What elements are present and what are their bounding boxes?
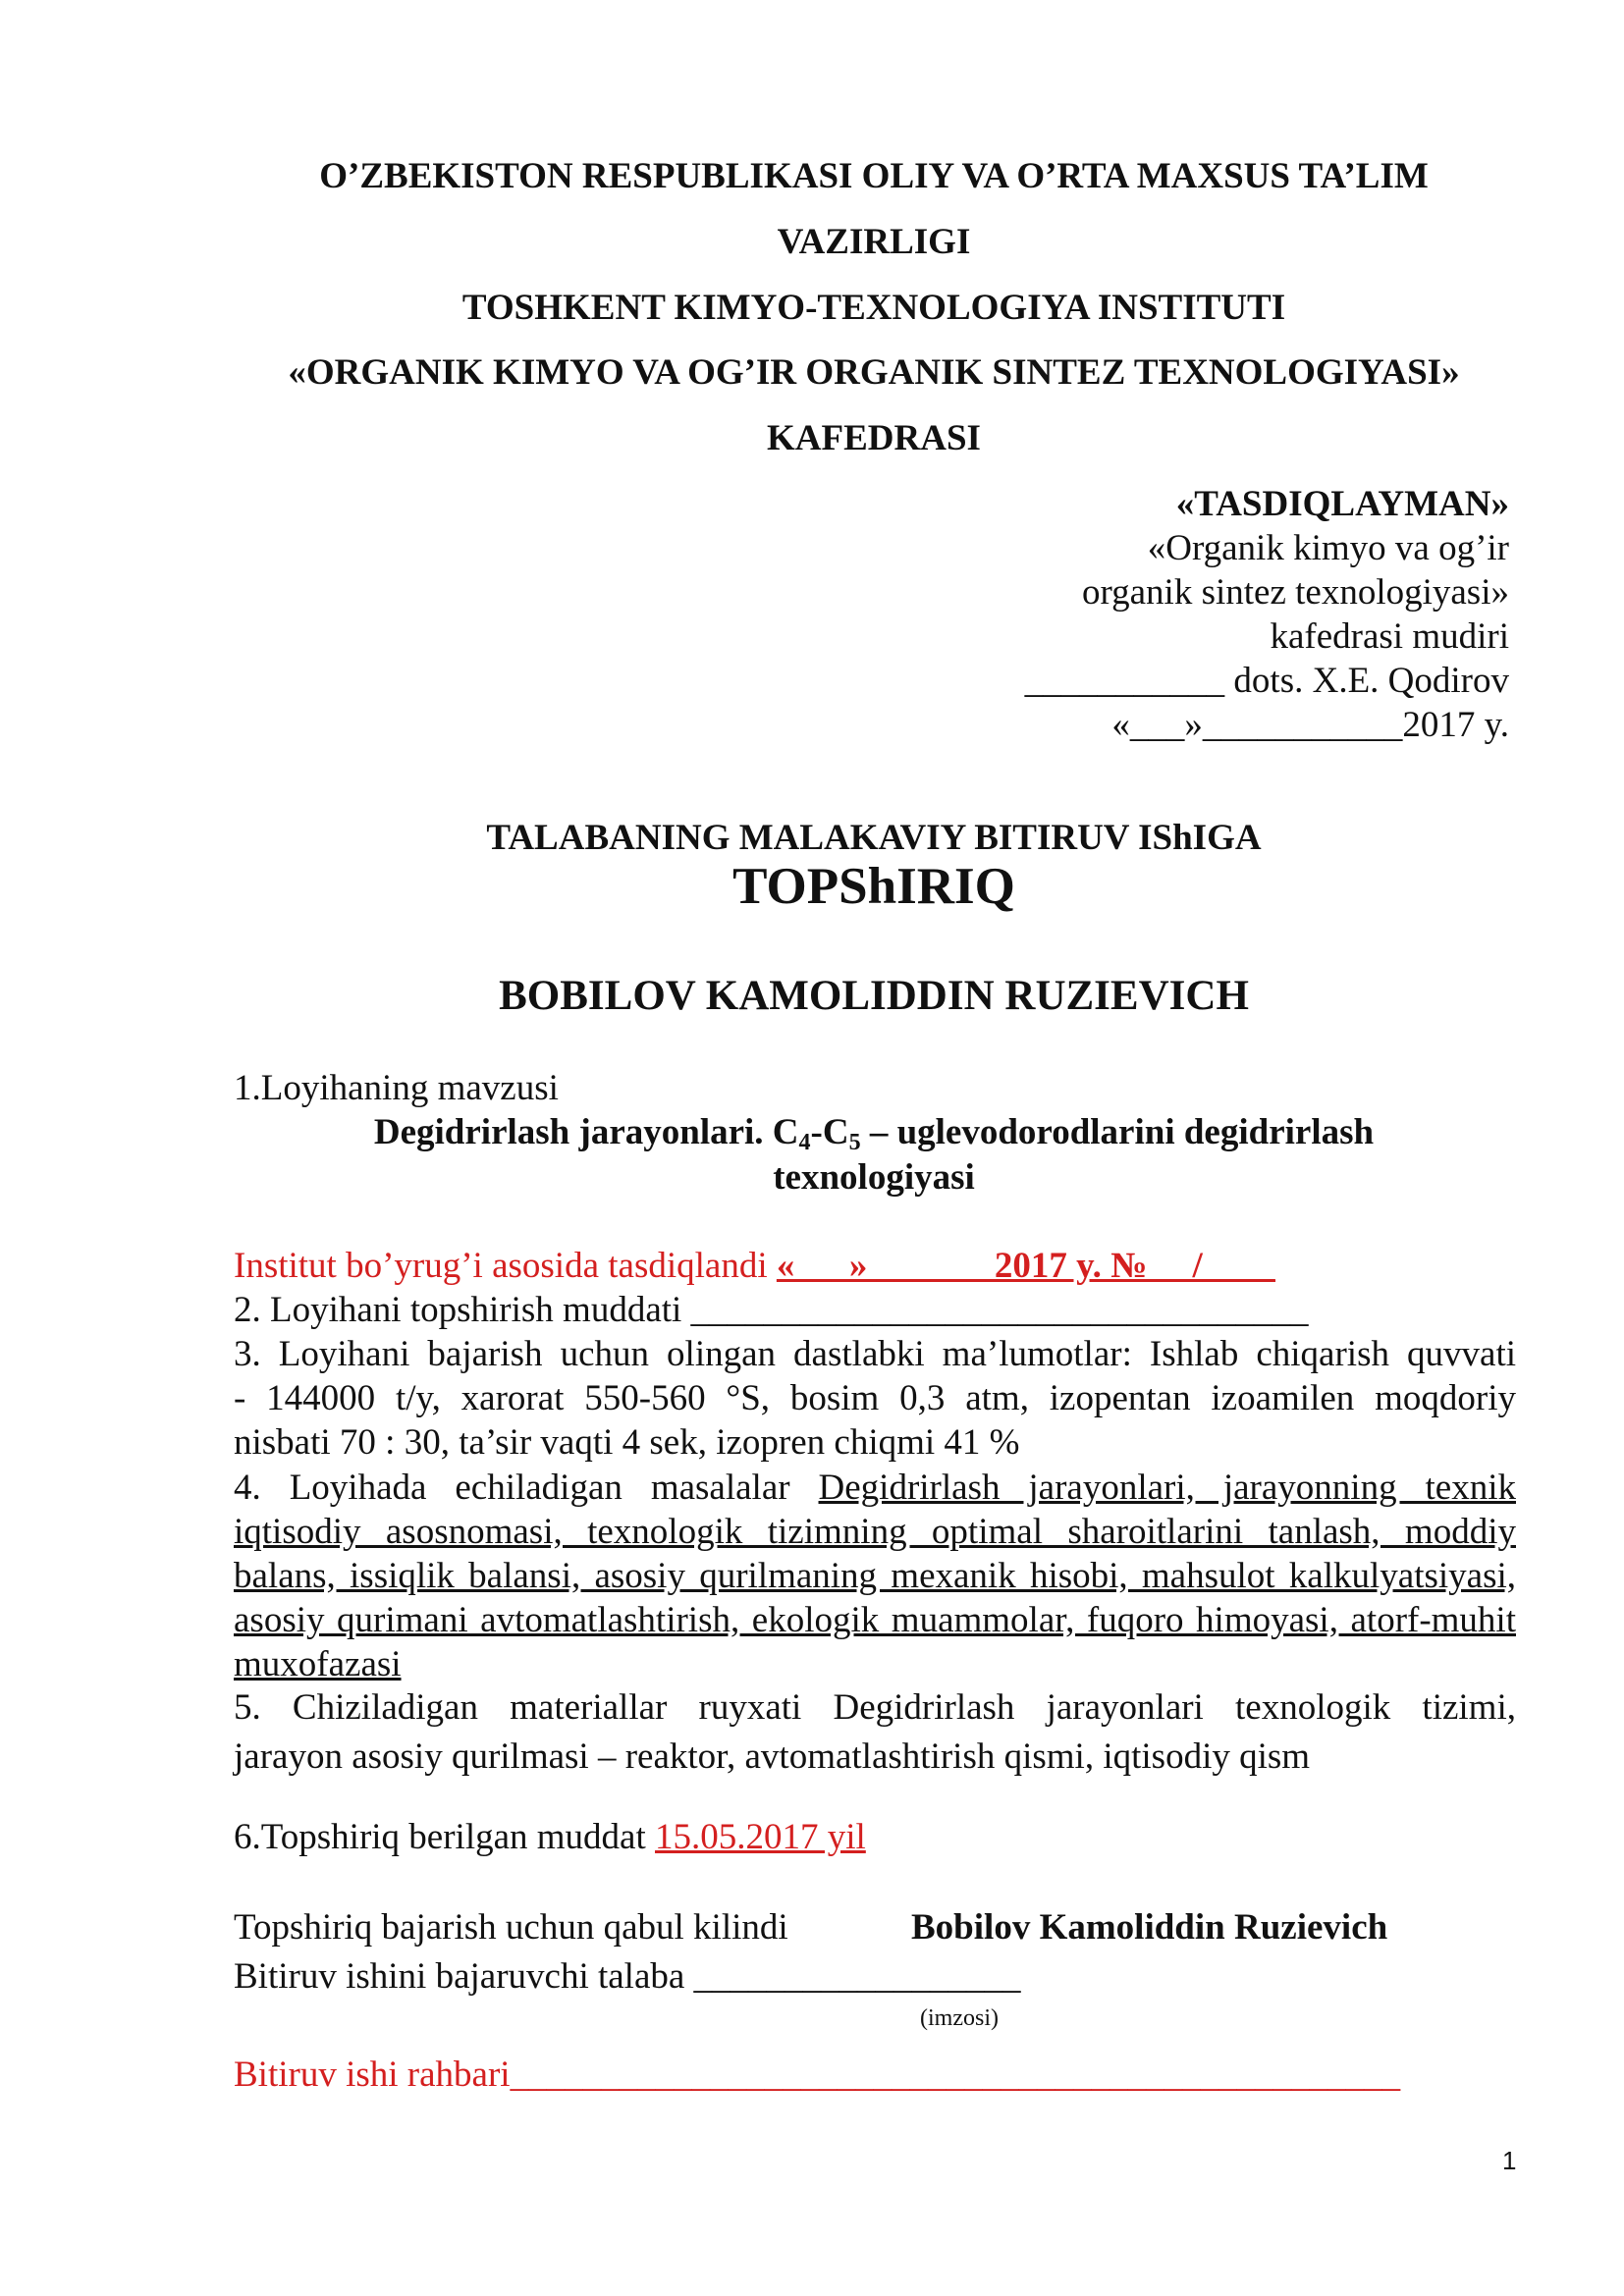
topic-title-line-2: texnologiyasi: [773, 1157, 975, 1198]
order-line: Institut bo’yrug’i asosida tasdiqlandi «___» ______ 2017 y. № __/____: [234, 1246, 1275, 1286]
assignment-title: TOPShIRIQ: [732, 858, 1015, 915]
approval-title: «TASDIQLAYMAN»: [1175, 484, 1509, 524]
topic-title: Degidrirlash jarayonlari. $C_4-C_5$ – uglevodorodlarini degidrirlash: [373, 1112, 1375, 1155]
supervisor-line: Bitiruv ishi rahbari_________________________________________________: [234, 2055, 1401, 2095]
item6-line: 6.Topshiriq berilgan muddat 15.05.2017 yil: [234, 1817, 866, 1857]
item5-line-1: 5. Chiziladigan materiallar ruyxati Degidrirlash jarayonlari texnologik tizimi,: [234, 1687, 1516, 1728]
approval-signature-line: ___________ dots. X.E. Qodirov: [1024, 661, 1509, 701]
item3-line-1: 3. Loyihani bajarish uchun olingan dastlabki ma’lumotlar: Ishlab chiqarish quvvati: [234, 1334, 1516, 1374]
approval-line-3: kafedrasi mudiri: [1270, 616, 1509, 657]
page-number: 1: [1502, 2146, 1517, 2175]
acceptance-student-name: Bobilov Kamoliddin Ruzievich: [911, 1907, 1388, 1948]
topic-label: 1.Loyihaning mavzusi: [234, 1068, 559, 1108]
assignment-subtitle: TALABANING MALAKAVIY BITIRUV IShIGA: [486, 818, 1262, 858]
item3-line-3: nisbati 70 : 30, ta’sir vaqti 4 sek, izopren chiqmi 41 %: [234, 1422, 1020, 1463]
item5-line-2: jarayon asosiy qurilmasi – reaktor, avtomatlashtirish qismi, iqtisodiy qism: [234, 1736, 1311, 1777]
acceptance-label: Topshiriq bajarish uchun qabul kilindi: [234, 1907, 788, 1948]
institute-name: TOSHKENT KIMYO-TEXNOLOGIYA INSTITUTI: [461, 288, 1286, 328]
ministry-line-2: VAZIRLIGI: [777, 222, 971, 262]
approval-date-line: «___»___________2017 y.: [1111, 705, 1509, 745]
item4-paragraph: 4. Loyihada echiladigan masalalar Degidrirlash jarayonlari, jarayonning texnik iqtisodiy asosnomasi, texnologik tizimning optimal sharoitlarini tanlash, moddiy balans, issiqlik balansi, asosiy qurilmaning mexanik hisobi, mahsulot kalkulyatsiyasi, asosiy qurimani avtomatlashtirish, ekologik muammolar, fuqoro himoyasi, atorf-muhit muxofazasi: [234, 1468, 1516, 1684]
approval-line-1: «Organik kimyo va og’ir: [1147, 528, 1509, 568]
ministry-line-1: O’ZBEKISTON RESPUBLIKASI OLIY VA O’RTA MAXSUS TA’LIM: [319, 156, 1429, 196]
student-signature-line: Bitiruv ishini bajaruvchi talaba __________________: [234, 1956, 1021, 1997]
item3-line-2: - 144000 t/y, xarorat 550-560 °S, bosim 0,3 atm, izopentan izoamilen moqdoriy: [234, 1378, 1516, 1418]
deadline-line: 2. Loyihani topshirish muddati __________________________________: [234, 1290, 1309, 1330]
department-line-2: KAFEDRASI: [767, 418, 981, 458]
approval-line-2: organik sintez texnologiyasi»: [1081, 572, 1509, 613]
department-line-1: «ORGANIK KIMYO VA OG’IR ORGANIK SINTEZ TEXNOLOGIYASI»: [288, 352, 1460, 393]
student-name-heading: BOBILOV KAMOLIDDIN RUZIEVICH: [499, 973, 1249, 1019]
signature-caption: (imzosi): [920, 2005, 999, 2031]
